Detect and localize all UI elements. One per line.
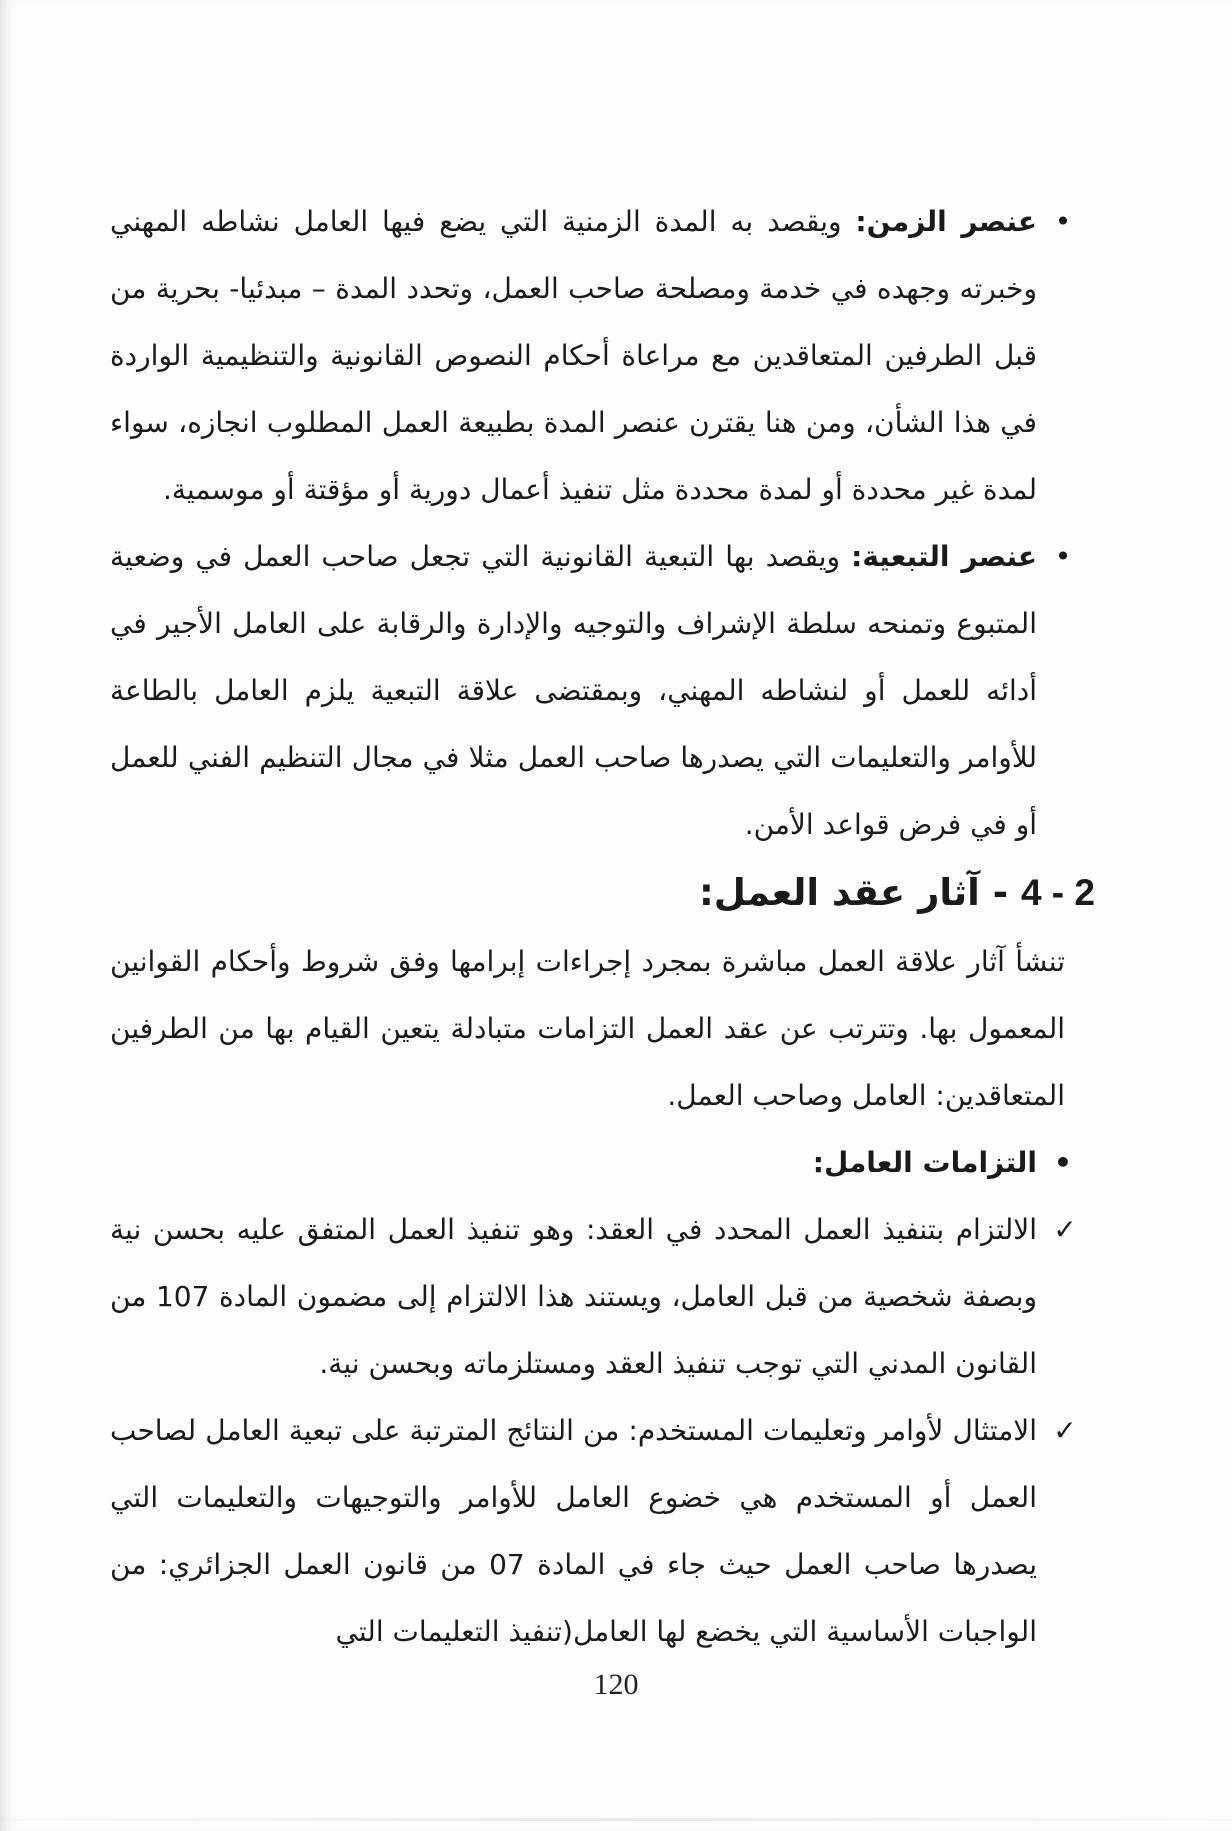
page-number: 120 <box>593 1668 639 1701</box>
time-element-text: ويقصد به المدة الزمنية التي يضع فيها العامل نشاطه المهني وخبرته وجهده في خدمة ومصلحة صاحب العمل، وتحدد المدة – مبدئيا- بحرية من قبل الطرفين المتعاقدين مع مراعاة أحكام النصوص القانونية والتنظيمية الواردة في هذا الشأن، ومن هنا يقترن عنصر المدة بطبيعة العمل المطلوب انجازه، سواء لمدة غير محددة أو لمدة محددة مثل تنفيذ أعمال دورية أو مؤقتة أو موسمية. <box>110 205 1037 506</box>
effects-intro-paragraph: تنشأ آثار علاقة العمل مباشرة بمجرد إجراءات إبرامها وفق شروط وأحكام القوانين المعمول بها. وتترتب عن عقد العمل التزامات متبادلة يتعين القيام بها من الطرفين المتعاقدين: العامل وصاحب العمل. <box>110 945 1065 1112</box>
checkmark-icon: ✓ <box>1053 1213 1077 1246</box>
subordination-element-item <box>110 523 1095 858</box>
subordination-element-paragraph <box>110 523 1037 858</box>
section-title: - آثار عقد العمل: <box>698 871 1021 914</box>
subordination-element-text: ويقصد بها التبعية القانونية التي تجعل صاحب العمل في وضعية المتبوع وتمنحه سلطة الإشراف والتوجيه والإدارة والرقابة على العامل الأجير في أدائه للعمل أو لنشاطه المهني، وبمقتضى علاقة التبعية يلزم العامل بالطاعة للأوامر والتعليمات التي يصدرها صاحب العمل مثلا في مجال التنظيم الفني للعمل أو في فرض قواعد الأمن. <box>110 540 1037 841</box>
obligation-text: الامتثال لأوامر وتعليمات المستخدم: من النتائج المترتبة على تبعية العامل لصاحب العمل أو المستخدم هي خضوع العامل للأوامر والتوجيهات والتعليمات التي يصدرها صاحب العمل حيث جاء في المادة 07 من قانون العمل الجزائري: من الواجبات الأساسية التي يخضع لها العامل(تنفيذ التعليمات التي <box>110 1414 1037 1648</box>
time-element-term: عنصر الزمن: <box>855 205 1037 238</box>
effects-heading <box>110 858 1095 928</box>
page-content <box>110 188 1095 1665</box>
obligation-item <box>110 1196 1095 1397</box>
obligation-text: الالتزام بتنفيذ العمل المحدد في العقد: وهو تنفيذ العمل المتفق عليه بحسن نية وبصفة شخصية من قبل العامل، ويستند هذا الالتزام إلى مضمون المادة 107 من القانون المدني التي توجب تنفيذ العقد ومستلزماته وبحسن نية. <box>110 1213 1037 1380</box>
worker-obligations-heading-item <box>110 1129 1095 1196</box>
worker-obligations-heading: التزامات العامل: <box>812 1146 1037 1179</box>
bullet-icon: • <box>1054 205 1072 238</box>
subordination-element-term: عنصر التبعية: <box>851 540 1037 573</box>
time-element-item <box>110 188 1095 523</box>
obligation-item <box>110 1397 1095 1665</box>
bullet-icon: • <box>1054 1146 1072 1179</box>
section-number: 2 - 4 <box>1020 872 1095 913</box>
bullet-icon: • <box>1054 540 1072 573</box>
page-edge-divider <box>0 1818 1232 1821</box>
checkmark-icon: ✓ <box>1053 1414 1077 1447</box>
time-element-paragraph <box>110 188 1037 523</box>
